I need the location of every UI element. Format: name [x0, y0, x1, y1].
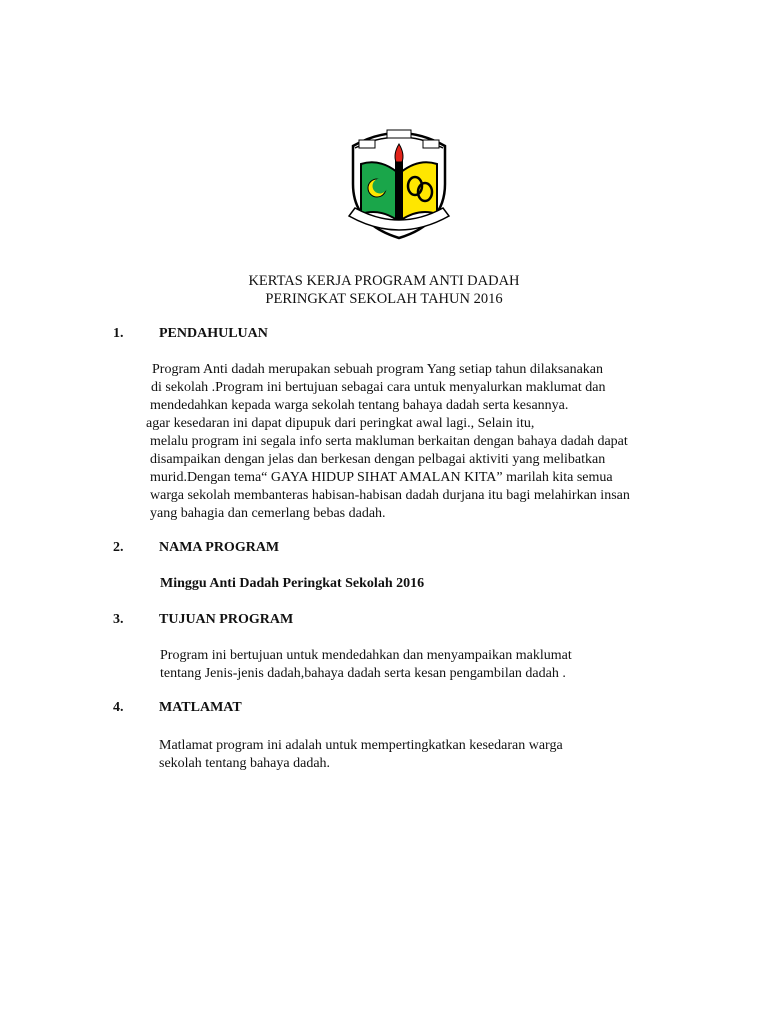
paragraph-line: di sekolah .Program ini bertujuan sebagai cara untuk menyalurkan maklumat dan [151, 380, 606, 395]
paragraph-line: yang bahagia dan cemerlang bebas dadah. [150, 506, 386, 521]
program-name: Minggu Anti Dadah Peringkat Sekolah 2016 [160, 576, 425, 591]
paragraph-line: Matlamat program ini adalah untuk mempertingkatkan kesedaran warga [159, 738, 563, 753]
paragraph-line: sekolah tentang bahaya dadah. [159, 756, 331, 771]
school-crest-logo [343, 124, 455, 242]
paragraph-line: melalu program ini segala info serta makluman berkaitan dengan bahaya dadah dapat [150, 434, 628, 449]
section-heading: TUJUAN PROGRAM [159, 612, 294, 627]
section-number: 4. [113, 700, 124, 715]
paragraph-line: Program ini bertujuan untuk mendedahkan dan menyampaikan maklumat [160, 648, 572, 663]
paragraph-line: agar kesedaran ini dapat dipupuk dari peringkat awal lagi., Selain itu, [146, 416, 535, 431]
section-heading: NAMA PROGRAM [159, 540, 280, 555]
paragraph-line: disampaikan dengan jelas dan berkesan dengan pelbagai aktiviti yang melibatkan [150, 452, 606, 467]
document-title-line1: KERTAS KERJA PROGRAM ANTI DADAH [248, 273, 520, 289]
section-number: 1. [113, 326, 124, 341]
paragraph-line: mendedahkan kepada warga sekolah tentang bahaya dadah serta kesannya. [150, 398, 569, 413]
paragraph-line: Program Anti dadah merupakan sebuah program Yang setiap tahun dilaksanakan [152, 362, 604, 377]
paragraph-line: murid.Dengan tema“ GAYA HIDUP SIHAT AMALAN KITA” marilah kita semua [150, 470, 613, 485]
section-heading: PENDAHULUAN [159, 326, 268, 341]
section-heading: MATLAMAT [159, 700, 242, 715]
paragraph-line: warga sekolah membanteras habisan-habisan dadah durjana itu bagi melahirkan insan [150, 488, 630, 503]
document-title-line2: PERINGKAT SEKOLAH TAHUN 2016 [265, 291, 503, 307]
section-number: 2. [113, 540, 124, 555]
section-number: 3. [113, 612, 124, 627]
paragraph-line: tentang Jenis-jenis dadah,bahaya dadah serta kesan pengambilan dadah . [160, 666, 566, 681]
